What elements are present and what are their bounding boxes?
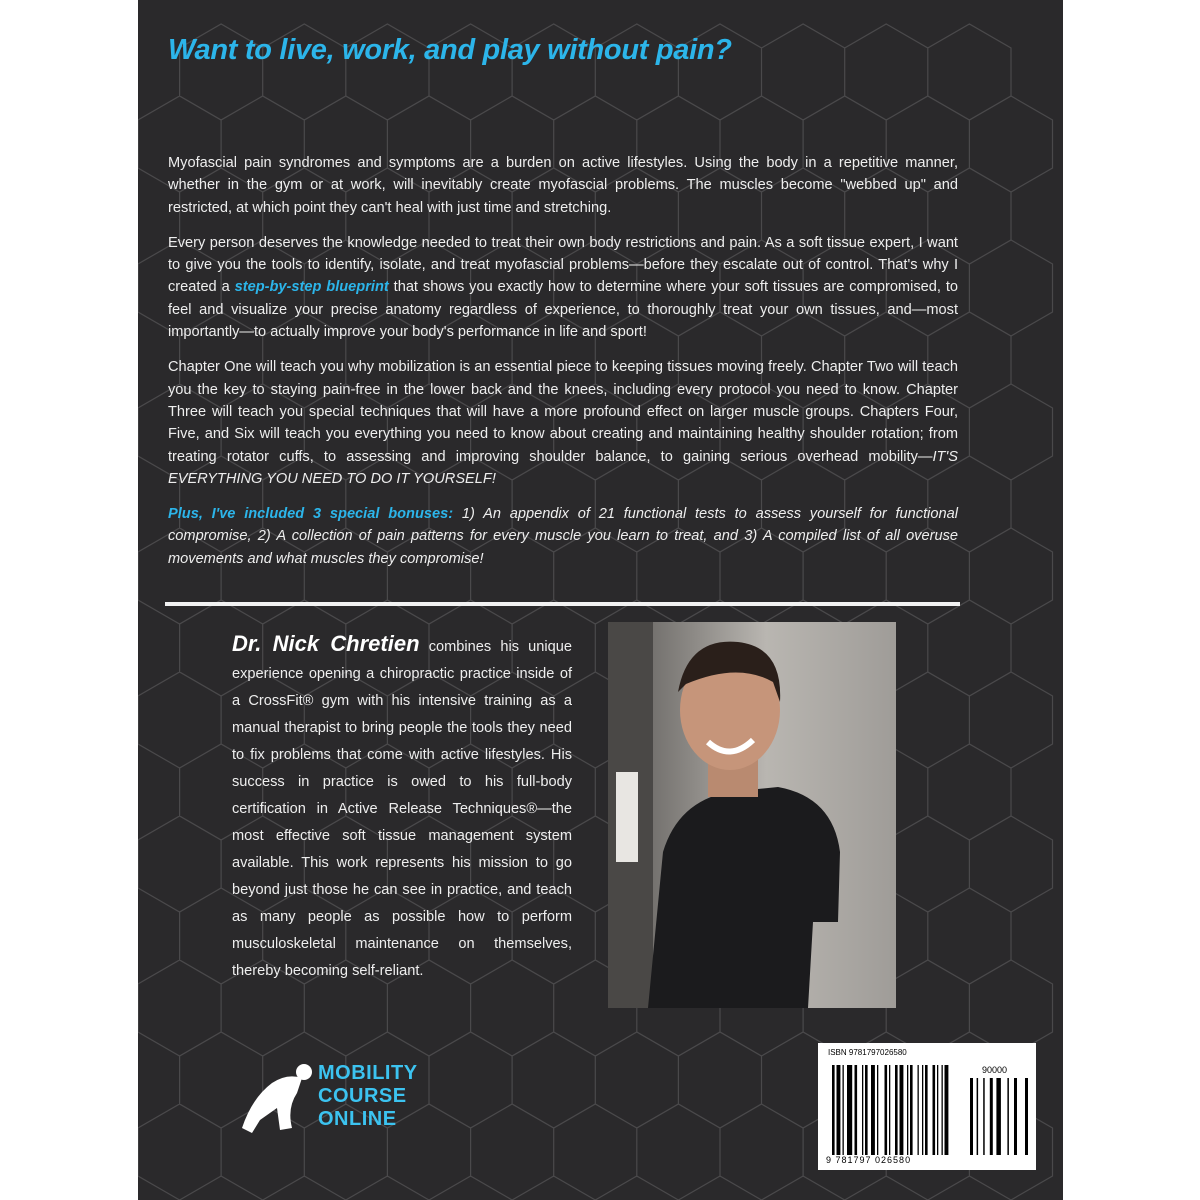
barcode-bar [865, 1065, 868, 1155]
highlight-blueprint: step-by-step blueprint [234, 279, 389, 296]
logo-line: COURSE [318, 1085, 407, 1107]
barcode-bar [900, 1065, 904, 1155]
barcode-bar [837, 1065, 841, 1155]
headline: Want to live, work, and play without pain? [168, 34, 732, 66]
barcode-bar [996, 1078, 1001, 1155]
paragraph-2 [168, 232, 958, 343]
barcode-bars [818, 1043, 1036, 1170]
bio-text: combines his unique experience opening a chiropractic practice inside of a CrossFit® gym with his intensive training as a manual therapist to bring people the tools they need to fix problems that come with active lifestyles. His success in practice is owed to his full-body certification in Active Release Techniques®—the most effective soft tissue management system available. This work represents his mission to go beyond just those he can see in practice, and teach as many people as possible how to perform musculoskeletal maintenance on themselves, thereby becoming self-reliant. [232, 639, 572, 979]
isbn-text: ISBN 9781797026580 [828, 1048, 907, 1057]
text: Every person deserves the knowledge needed to treat their own body restrictions and pain. As a soft tissue expert, I want to give you the tools to identify, isolate, and treat myofascial problems—before they escalate out of control. That's why I created a [168, 234, 958, 296]
paragraph-1: Myofascial pain syndromes and symptoms are a burden on active lifestyles. Using the body in a repetitive manner, whether in the gym or at work, will inevitably create myofascial problems. The muscles become "webbed up" and restricted, at which point they can't heal with just time and stretching. [168, 155, 958, 216]
barcode-bar [885, 1065, 888, 1155]
barcode-bar [832, 1065, 835, 1155]
barcode-bar [990, 1078, 993, 1155]
barcode-bar [945, 1065, 949, 1155]
barcode-bar [933, 1065, 936, 1155]
logo-text [318, 1062, 418, 1131]
athlete-icon [232, 1058, 322, 1140]
author-name: Dr. Nick Chretien [232, 631, 420, 656]
barcode-bar [925, 1065, 928, 1155]
barcode-bar [1014, 1078, 1017, 1155]
highlight-bonuses: Plus, I've included 3 special bonuses: [168, 506, 454, 523]
barcode-bar [942, 1065, 943, 1155]
barcode-bar [918, 1065, 919, 1155]
paragraph-3 [168, 356, 958, 490]
barcode-bar [877, 1065, 878, 1155]
mobility-course-logo [232, 1058, 452, 1140]
price-code: 90000 [982, 1065, 1008, 1075]
barcode-bar [1025, 1078, 1028, 1155]
barcode-bar [862, 1065, 863, 1155]
barcode-bar [1007, 1078, 1009, 1155]
barcode-bar [977, 1078, 979, 1155]
barcode-bar [855, 1065, 858, 1155]
barcode-bar [983, 1078, 985, 1155]
barcode-bar [847, 1065, 852, 1155]
divider [165, 602, 960, 606]
author-bio [232, 630, 572, 985]
text: 1) An appendix of 21 functional tests to assess yourself for functional compromise, 2) A collection of pain patterns for every muscle you learn to treat, and 3) A compiled list of all overuse movements and what muscles they compromise! [168, 506, 958, 567]
paragraph-4 [168, 503, 958, 570]
back-cover [138, 0, 1063, 1200]
text: Chapter One will teach you why mobilization is an essential piece to keeping tissues moving freely. Chapter Two will teach you the key to staying pain-free in the lower back and the knees, including every protocol you need to know. Chapter Three will teach you special techniques that will have a more profound effect on larger muscle groups. Chapters Four, Five, and Six will teach you everything you need to know about creating and maintaining healthy shoulder rotation; from treating rotator cuffs, to assessing and improving shoulder balance, to gaining serious overhead mobility— [168, 359, 958, 465]
logo-line: ONLINE [318, 1108, 397, 1130]
barcode-bar [843, 1065, 844, 1155]
text: that shows you exactly how to determine where your soft tissues are compromised, to feel and visualize your precise anatomy regardless of experience, to thoroughly treat your own tissues, and—most importantly—to actually improve your body's performance in life and sport! [168, 279, 959, 341]
barcode-bar [871, 1065, 875, 1155]
barcode-bar [889, 1065, 890, 1155]
isbn-barcode [818, 1043, 1036, 1170]
logo-line: MOBILITY [318, 1062, 418, 1084]
barcode-bar [922, 1065, 923, 1155]
barcode-bar [937, 1065, 938, 1155]
barcode-bar [895, 1065, 898, 1155]
author-photo [608, 622, 896, 1008]
barcode-bar [907, 1065, 908, 1155]
description [168, 152, 958, 583]
barcode-bar [910, 1065, 913, 1155]
barcode-digits: 9 781797 026580 [826, 1155, 912, 1165]
barcode-bar [970, 1078, 973, 1155]
emphasis: IT'S EVERYTHING YOU NEED TO DO IT YOURSELF! [168, 448, 958, 487]
